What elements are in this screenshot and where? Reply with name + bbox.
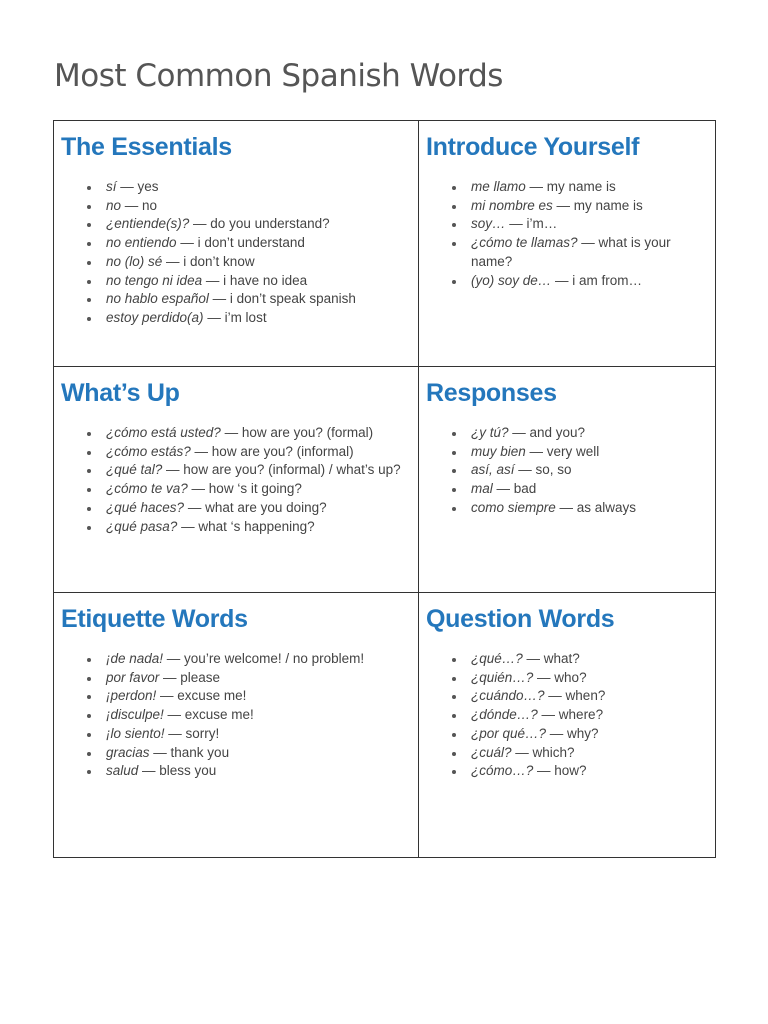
list-item [471,272,709,291]
vocabulary-grid [53,120,716,858]
spanish-phrase: ¿y tú? [471,425,509,440]
english-translation: — my name is [525,179,616,194]
list-item [106,234,412,253]
spanish-phrase: estoy perdido(a) [106,309,204,325]
list-item [471,762,709,781]
english-translation: — how ‘s it going? [187,481,302,497]
english-translation: — i don’t know [162,253,255,269]
spanish-phrase: ¿qué…? [471,651,523,666]
english-translation: — when? [544,688,606,704]
spanish-phrase: ¿por qué…? [471,725,547,741]
list-item [106,706,412,725]
spanish-phrase: no hablo español [106,291,209,307]
spanish-phrase: me llamo [471,179,526,194]
list-item [106,424,412,443]
list-item [106,253,412,272]
english-translation: — i’m lost [203,309,267,325]
english-translation: — how are you? (informal) / what’s up? [162,462,401,478]
word-list [61,650,412,781]
spanish-phrase: no (lo) sé [106,253,163,269]
spanish-phrase: ¿qué pasa? [106,518,178,534]
grid-row [54,367,716,593]
list-item [106,499,412,518]
section-cell [419,593,716,858]
page-title: Most Common Spanish Words [54,58,503,94]
spanish-phrase: ¿cómo…? [471,763,534,779]
list-item [106,197,412,216]
list-item [106,480,412,499]
list-item [471,234,709,271]
english-translation: — excuse me! [163,707,254,723]
list-item [471,744,709,763]
spanish-phrase: como siempre [471,499,556,515]
list-item [106,215,412,234]
section-cell [54,121,419,367]
spanish-phrase: ¿cómo estás? [106,443,191,459]
list-item [106,762,412,781]
spanish-phrase: salud [106,763,139,779]
english-translation: — and you? [508,425,586,440]
spanish-phrase: gracias [106,744,150,760]
spanish-phrase: ¡de nada! [106,651,164,666]
spanish-phrase: ¡lo siento! [106,725,165,741]
spanish-phrase: mal [471,481,493,497]
english-translation: — what ‘s happening? [177,518,315,534]
english-translation: — who? [533,669,587,685]
word-list [61,424,412,536]
spanish-phrase: ¿cómo te llamas? [471,235,578,251]
english-translation: — how are you? (informal) [190,443,354,459]
list-item [471,725,709,744]
english-translation: — i’m… [505,216,558,232]
spanish-phrase: ¿cómo está usted? [106,425,221,440]
spanish-phrase: así, así [471,462,515,478]
word-list [61,178,412,328]
english-translation: — very well [525,443,600,459]
english-translation: — what are you doing? [184,499,327,515]
english-translation: — bad [492,481,537,497]
spanish-phrase: no [106,197,122,213]
list-item [471,706,709,725]
list-item [471,650,709,669]
word-list [426,178,709,290]
english-translation: — why? [546,725,599,741]
spanish-phrase: mi nombre es [471,197,553,213]
english-translation: — sorry! [164,725,220,741]
list-item [106,687,412,706]
spanish-phrase: ¿qué haces? [106,499,185,515]
list-item [471,499,709,518]
list-item [106,461,412,480]
grid-row [54,593,716,858]
list-item [106,443,412,462]
list-item [106,272,412,291]
spanish-phrase: ¡disculpe! [106,707,164,723]
english-translation: — what? [522,651,580,666]
english-translation: — how are you? (formal) [220,425,374,440]
spanish-phrase: ¿entiende(s)? [106,216,190,232]
word-list [426,650,709,781]
spanish-phrase: ¿cuál? [471,744,512,760]
spanish-phrase: ¿qué tal? [106,462,163,478]
list-item [106,744,412,763]
english-translation: — how? [533,763,587,779]
list-item [106,669,412,688]
spanish-phrase: muy bien [471,443,526,459]
word-list [426,424,709,518]
list-item [471,178,709,197]
list-item [106,650,412,669]
section-title: What’s Up [61,379,180,407]
english-translation: — as always [555,499,637,515]
spanish-phrase: ¡perdon! [106,688,157,704]
spanish-phrase: soy… [471,216,506,232]
spanish-phrase: por favor [106,669,160,685]
spanish-phrase: ¿dónde…? [471,707,538,723]
english-translation: — bless you [138,763,217,779]
spanish-phrase: ¿cómo te va? [106,481,188,497]
section-cell [54,367,419,593]
list-item [471,687,709,706]
english-translation: — do you understand? [189,216,330,232]
english-translation: — excuse me! [156,688,247,704]
english-translation: — so, so [514,462,572,478]
list-item [471,443,709,462]
list-item [106,518,412,537]
list-item [471,461,709,480]
section-title: Etiquette Words [61,605,248,633]
english-translation: — where? [537,707,604,723]
section-title: Responses [426,379,557,407]
list-item [471,197,709,216]
spanish-phrase: no tengo ni idea [106,272,203,288]
list-item [471,669,709,688]
list-item [106,309,412,328]
spanish-phrase: ¿quién…? [471,669,534,685]
spanish-phrase: (yo) soy de… [471,272,552,288]
list-item [471,424,709,443]
english-translation: — thank you [149,744,230,760]
english-translation: — no [121,197,158,213]
english-translation: — i don’t speak spanish [208,291,356,307]
english-translation: — my name is [552,197,643,213]
list-item [106,725,412,744]
list-item [471,480,709,499]
english-translation: — which? [511,744,575,760]
spanish-phrase: no entiendo [106,235,177,251]
spanish-phrase: ¿cuándo…? [471,688,545,704]
section-cell [54,593,419,858]
list-item [471,215,709,234]
english-translation: — what is your name? [471,235,671,269]
section-title: Introduce Yourself [426,133,640,161]
english-translation: — you’re welcome! / no problem! [163,651,365,666]
section-title: The Essentials [61,133,232,161]
english-translation: — please [159,669,221,685]
english-translation: — i am from… [551,272,643,288]
english-translation: — i have no idea [202,272,308,288]
grid-row [54,121,716,367]
section-cell [419,367,716,593]
spanish-phrase: sí [106,179,117,194]
section-title: Question Words [426,605,615,633]
list-item [106,290,412,309]
english-translation: — yes [116,179,159,194]
section-cell [419,121,716,367]
english-translation: — i don’t understand [176,235,305,251]
list-item [106,178,412,197]
